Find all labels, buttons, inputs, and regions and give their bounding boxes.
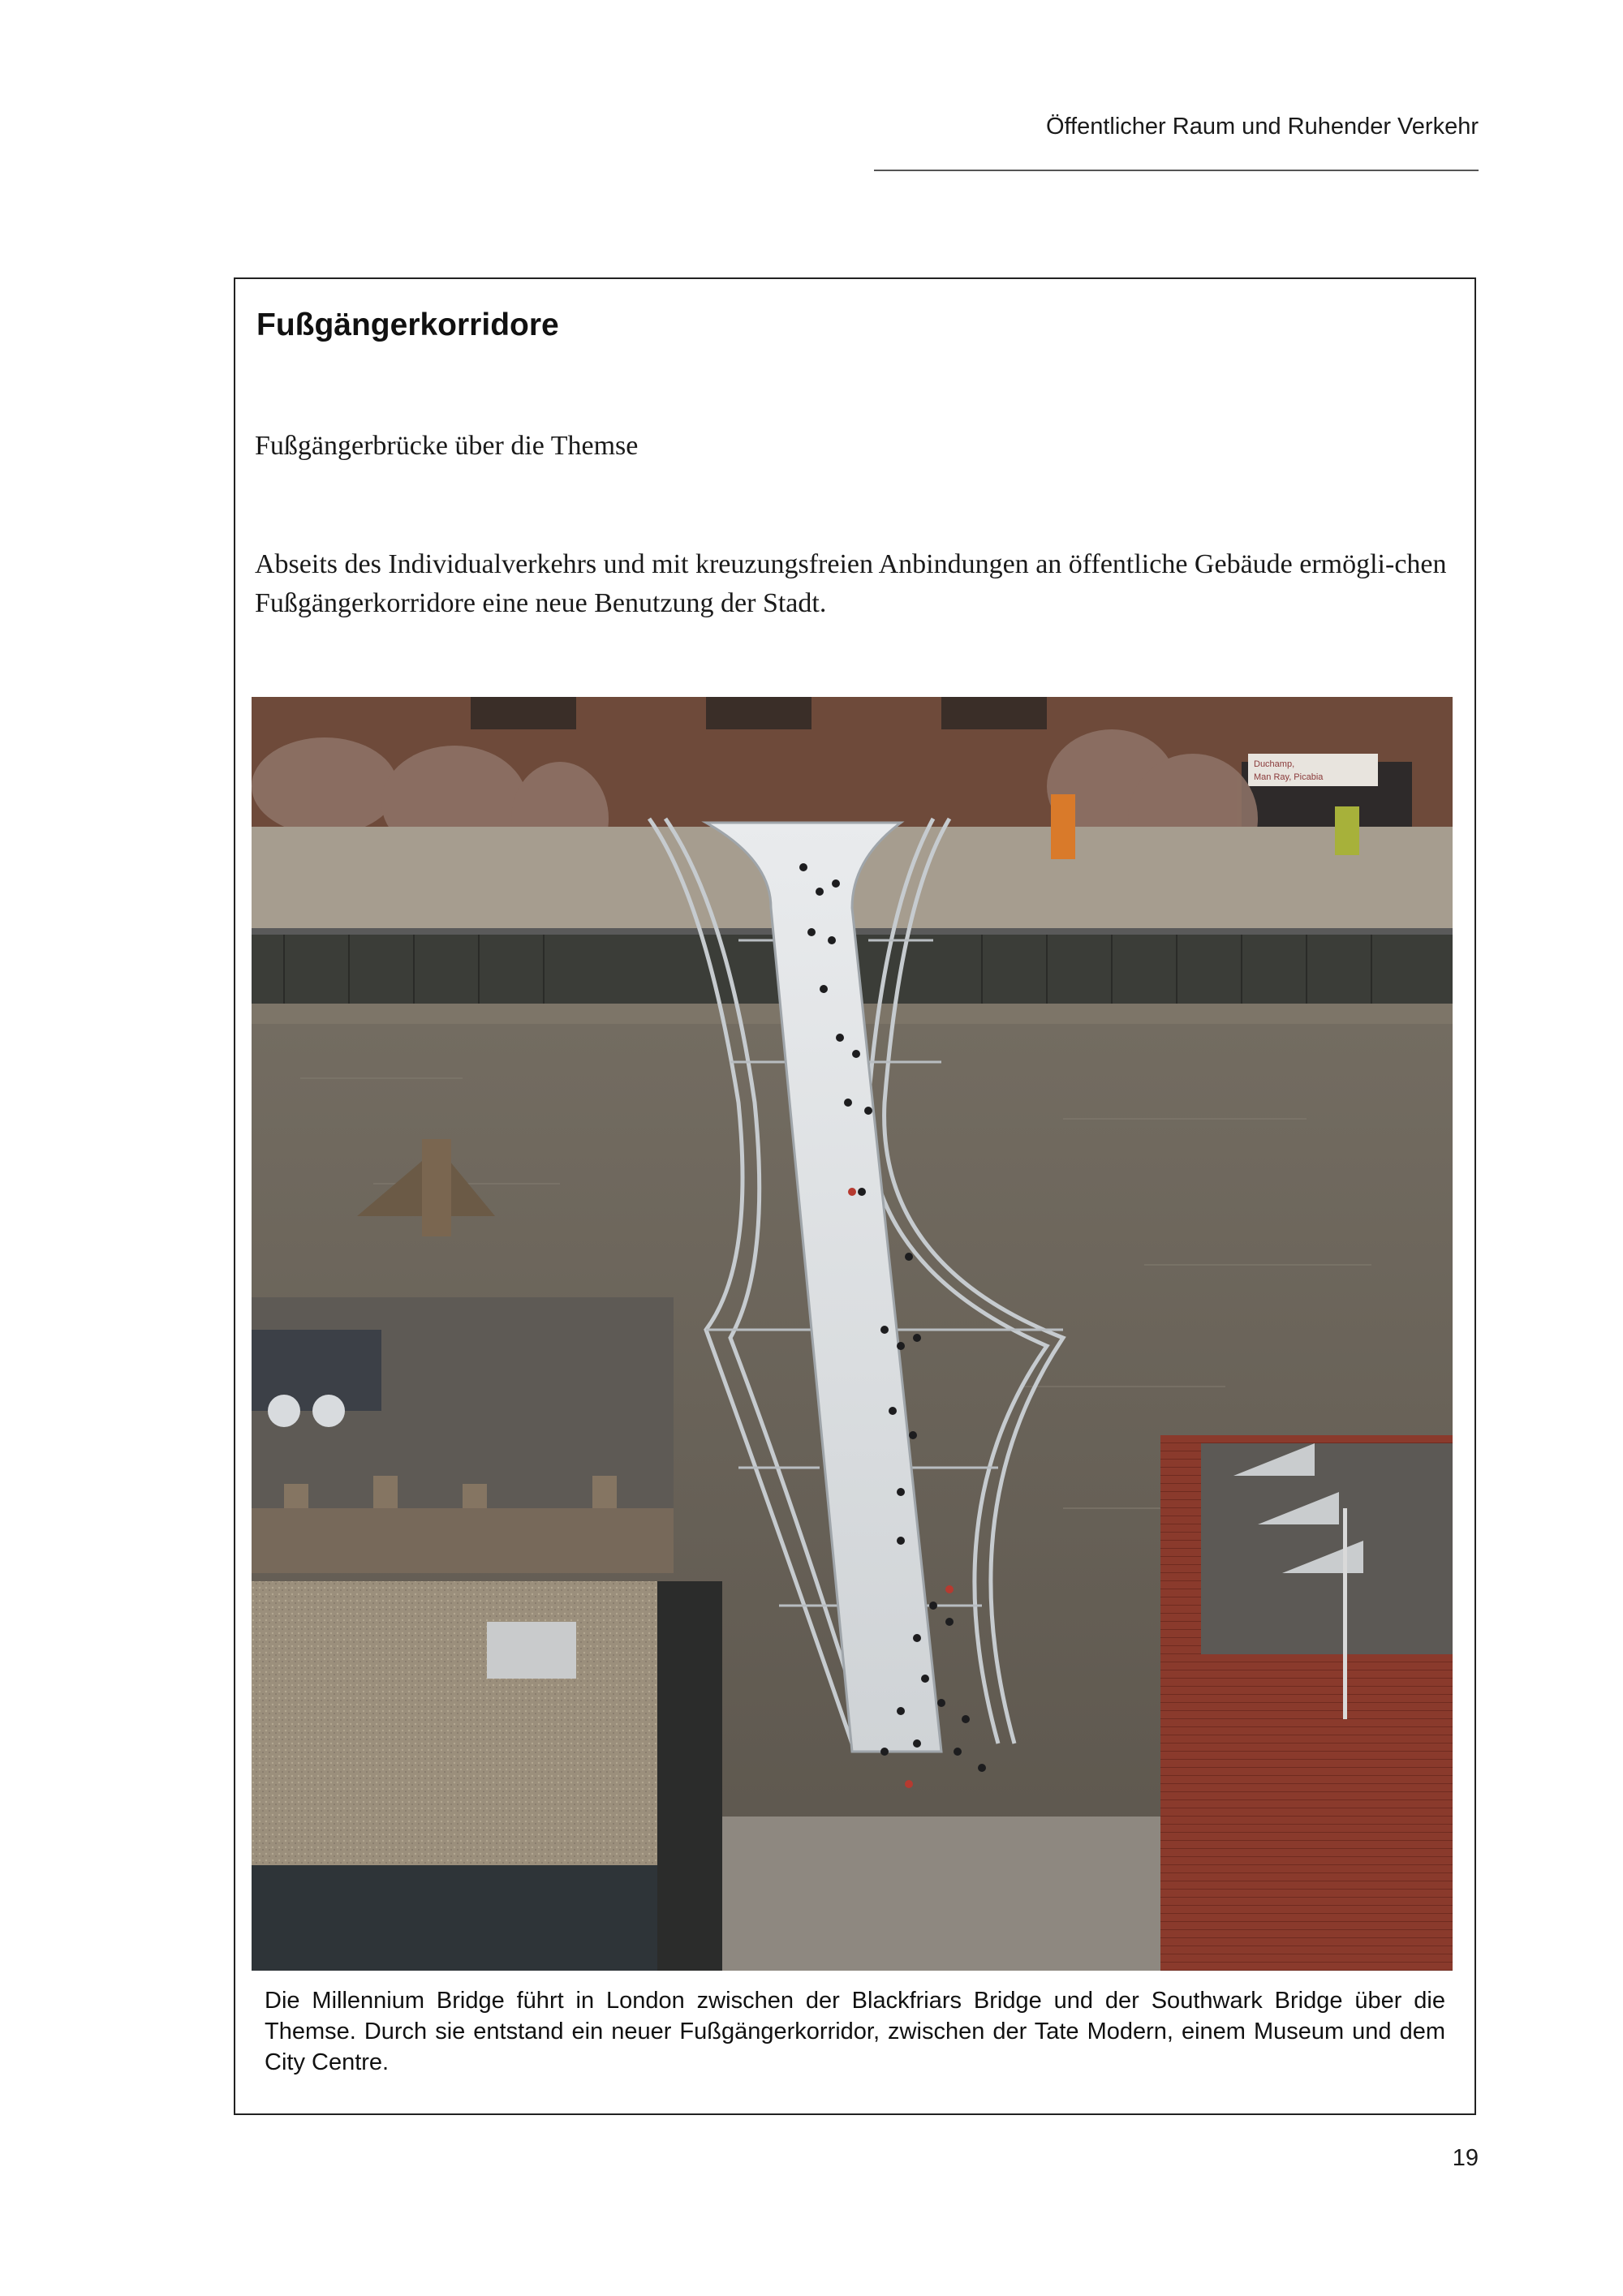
roof-slate: [252, 1330, 381, 1411]
page-number: 19: [1452, 2145, 1479, 2171]
facade-windows: [471, 697, 1047, 729]
millennium-bridge-photo: [252, 697, 1453, 1971]
sign-text-2: Man Ray, Picabia: [1254, 772, 1324, 782]
section-title: Fußgängerkorridore: [256, 307, 559, 342]
satellite-dish: [268, 1395, 300, 1427]
intro-paragraph: Abseits des Individualverkehrs und mit kreuzungsfreien Anbindungen an öffentliche Gebäude ermögli-chen Fußgängerkorridore eine neue Benutzung der Stadt.: [255, 549, 1447, 618]
sign-text-1: Duchamp,: [1254, 759, 1295, 769]
roof-plant: [487, 1622, 576, 1679]
glass-facade: [252, 1865, 674, 1971]
chimney: [422, 1139, 451, 1236]
satellite-dish-2: [312, 1395, 345, 1427]
flagpole: [1343, 1508, 1347, 1719]
subtitle: Fußgängerbrücke über die Themse: [255, 431, 639, 461]
gravel-roof: [252, 1581, 674, 1865]
stone-parapet: [252, 1508, 674, 1573]
orange-banner: [1051, 794, 1075, 859]
dark-side-wall: [657, 1581, 722, 1971]
header-rule: [874, 170, 1479, 171]
running-head: Öffentlicher Raum und Ruhender Verkehr: [1045, 114, 1479, 140]
photo-caption: Die Millennium Bridge führt in London zwischen der Blackfriars Bridge und der Southwark Bridge über die Themse. Durch sie entstand ein neuer Fußgängerkorridor, zwischen der Tate Modern, einem Museum und dem City Centre.: [265, 1988, 1445, 2075]
green-banner: [1335, 806, 1359, 855]
landing-plaza: [722, 1817, 1177, 1971]
content-frame: [234, 277, 1476, 2115]
